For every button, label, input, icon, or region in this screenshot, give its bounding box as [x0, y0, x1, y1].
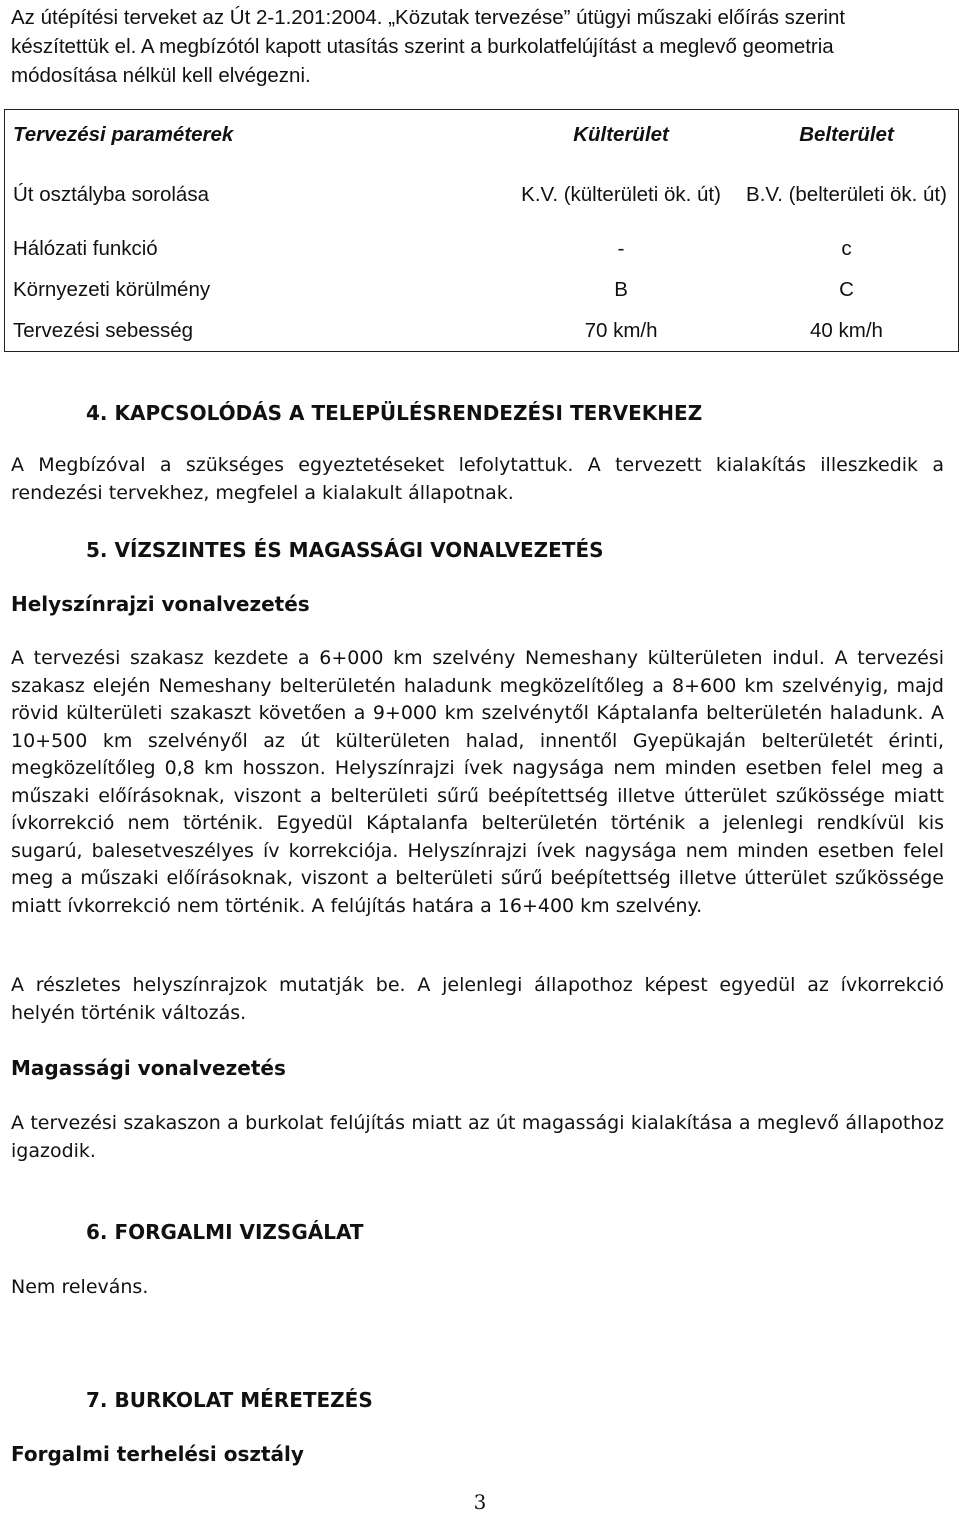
table-cell: Környezeti körülmény	[13, 277, 211, 301]
table-header: Tervezési paraméterek	[13, 123, 234, 146]
table-cell: -	[617, 236, 625, 260]
vertical-alignment-paragraph: A tervezési szakaszon a burkolat felújítás miatt az út magassági kialakítása a meglevő állapothoz igazodik.	[11, 1112, 944, 1162]
section-6-heading: 6. FORGALMI VIZSGÁLAT	[86, 1220, 364, 1244]
table-row	[5, 160, 959, 228]
intro-paragraph: Az útépítési terveket az Út 2-1.201:2004. „Közutak tervezése” útügyi műszaki előírás szerint készítettük el. A megbízótól kapott utasítás szerint a burkolatfelújítást a meglevő geometria módosítása nélkül kell elvégezni.	[11, 6, 846, 87]
table-cell: 70 km/h	[584, 318, 658, 342]
table-cell: C	[839, 277, 854, 301]
table-cell: B	[614, 277, 628, 301]
table-cell: Hálózati funkció	[13, 236, 158, 260]
table-header: Belterület	[799, 123, 894, 146]
section-6-text: Nem releváns.	[11, 1276, 149, 1298]
section-4-paragraph: A Megbízóval a szükséges egyeztetéseket lefolytattuk. A tervezett kialakítás illeszkedik a rendezési tervekhez, megfelel a kialakult állapotnak.	[11, 454, 944, 504]
design-parameters-table	[4, 109, 959, 352]
table-header-row	[5, 110, 959, 161]
section-7-heading: 7. BURKOLAT MÉRETEZÉS	[86, 1388, 373, 1412]
horizontal-alignment-paragraph: A tervezési szakasz kezdete a 6+000 km szelvény Nemeshany külterületen indul. A tervezési szakasz elején Nemeshany belterületén haladunk megközelítőleg a 8+600 km szelvényig, majd rövid külterületi szakaszt követően a 9+000 km szelvénytől Káptalanfa belterületén haladunk. A 10+500 km szelvényől az út külterületen halad, innentől Gyepükaján belterületét érinti, megközelítőleg 0,8 km hosszon. Helyszínrajzi ívek nagysága nem minden esetben felel meg a műszaki előírásoknak, viszont a belterületi sűrű beépítettség illetve útterület szűkössége miatt ívkorrekció nem történik. Egyedül Káptalanfa belterületén történik a jelenlegi rendkívül kis sugarú, balesetveszélyes ív korrekciója. Helyszínrajzi ívek nagysága nem minden esetben felel meg a műszaki előírásoknak, viszont a belterületi sűrű beépítettség illetve útterület szűkössége miatt ívkorrekció nem történik. A felújítás határa a 16+400 km szelvény.	[11, 647, 944, 917]
table-cell: Tervezési sebesség	[13, 318, 194, 342]
page-number: 3	[473, 1490, 487, 1514]
table-cell: B.V. (belterületi ök. út)	[746, 182, 947, 206]
detail-plans-paragraph: A részletes helyszínrajzok mutatják be. A jelenlegi állapothoz képest egyedül az ívkorrekció helyén történik változás.	[11, 974, 944, 1024]
section-5-heading: 5. VÍZSZINTES ÉS MAGASSÁGI VONALVEZETÉS	[86, 538, 604, 562]
subsection-traffic-load-class: Forgalmi terhelési osztály	[11, 1442, 304, 1466]
section-4-heading: 4. KAPCSOLÓDÁS A TELEPÜLÉSRENDEZÉSI TERVEKHEZ	[86, 401, 703, 425]
table-header: Külterület	[573, 123, 669, 146]
table-row	[5, 269, 959, 310]
table-row	[5, 228, 959, 269]
table-cell: 40 km/h	[810, 318, 883, 342]
subsection-vertical-alignment: Magassági vonalvezetés	[11, 1056, 286, 1080]
table-cell: c	[841, 236, 852, 260]
table-cell: K.V. (külterületi ök. út)	[521, 182, 721, 206]
table-cell: Út osztályba sorolása	[13, 182, 209, 206]
table-row	[5, 310, 959, 352]
subsection-horizontal-alignment: Helyszínrajzi vonalvezetés	[11, 592, 310, 616]
